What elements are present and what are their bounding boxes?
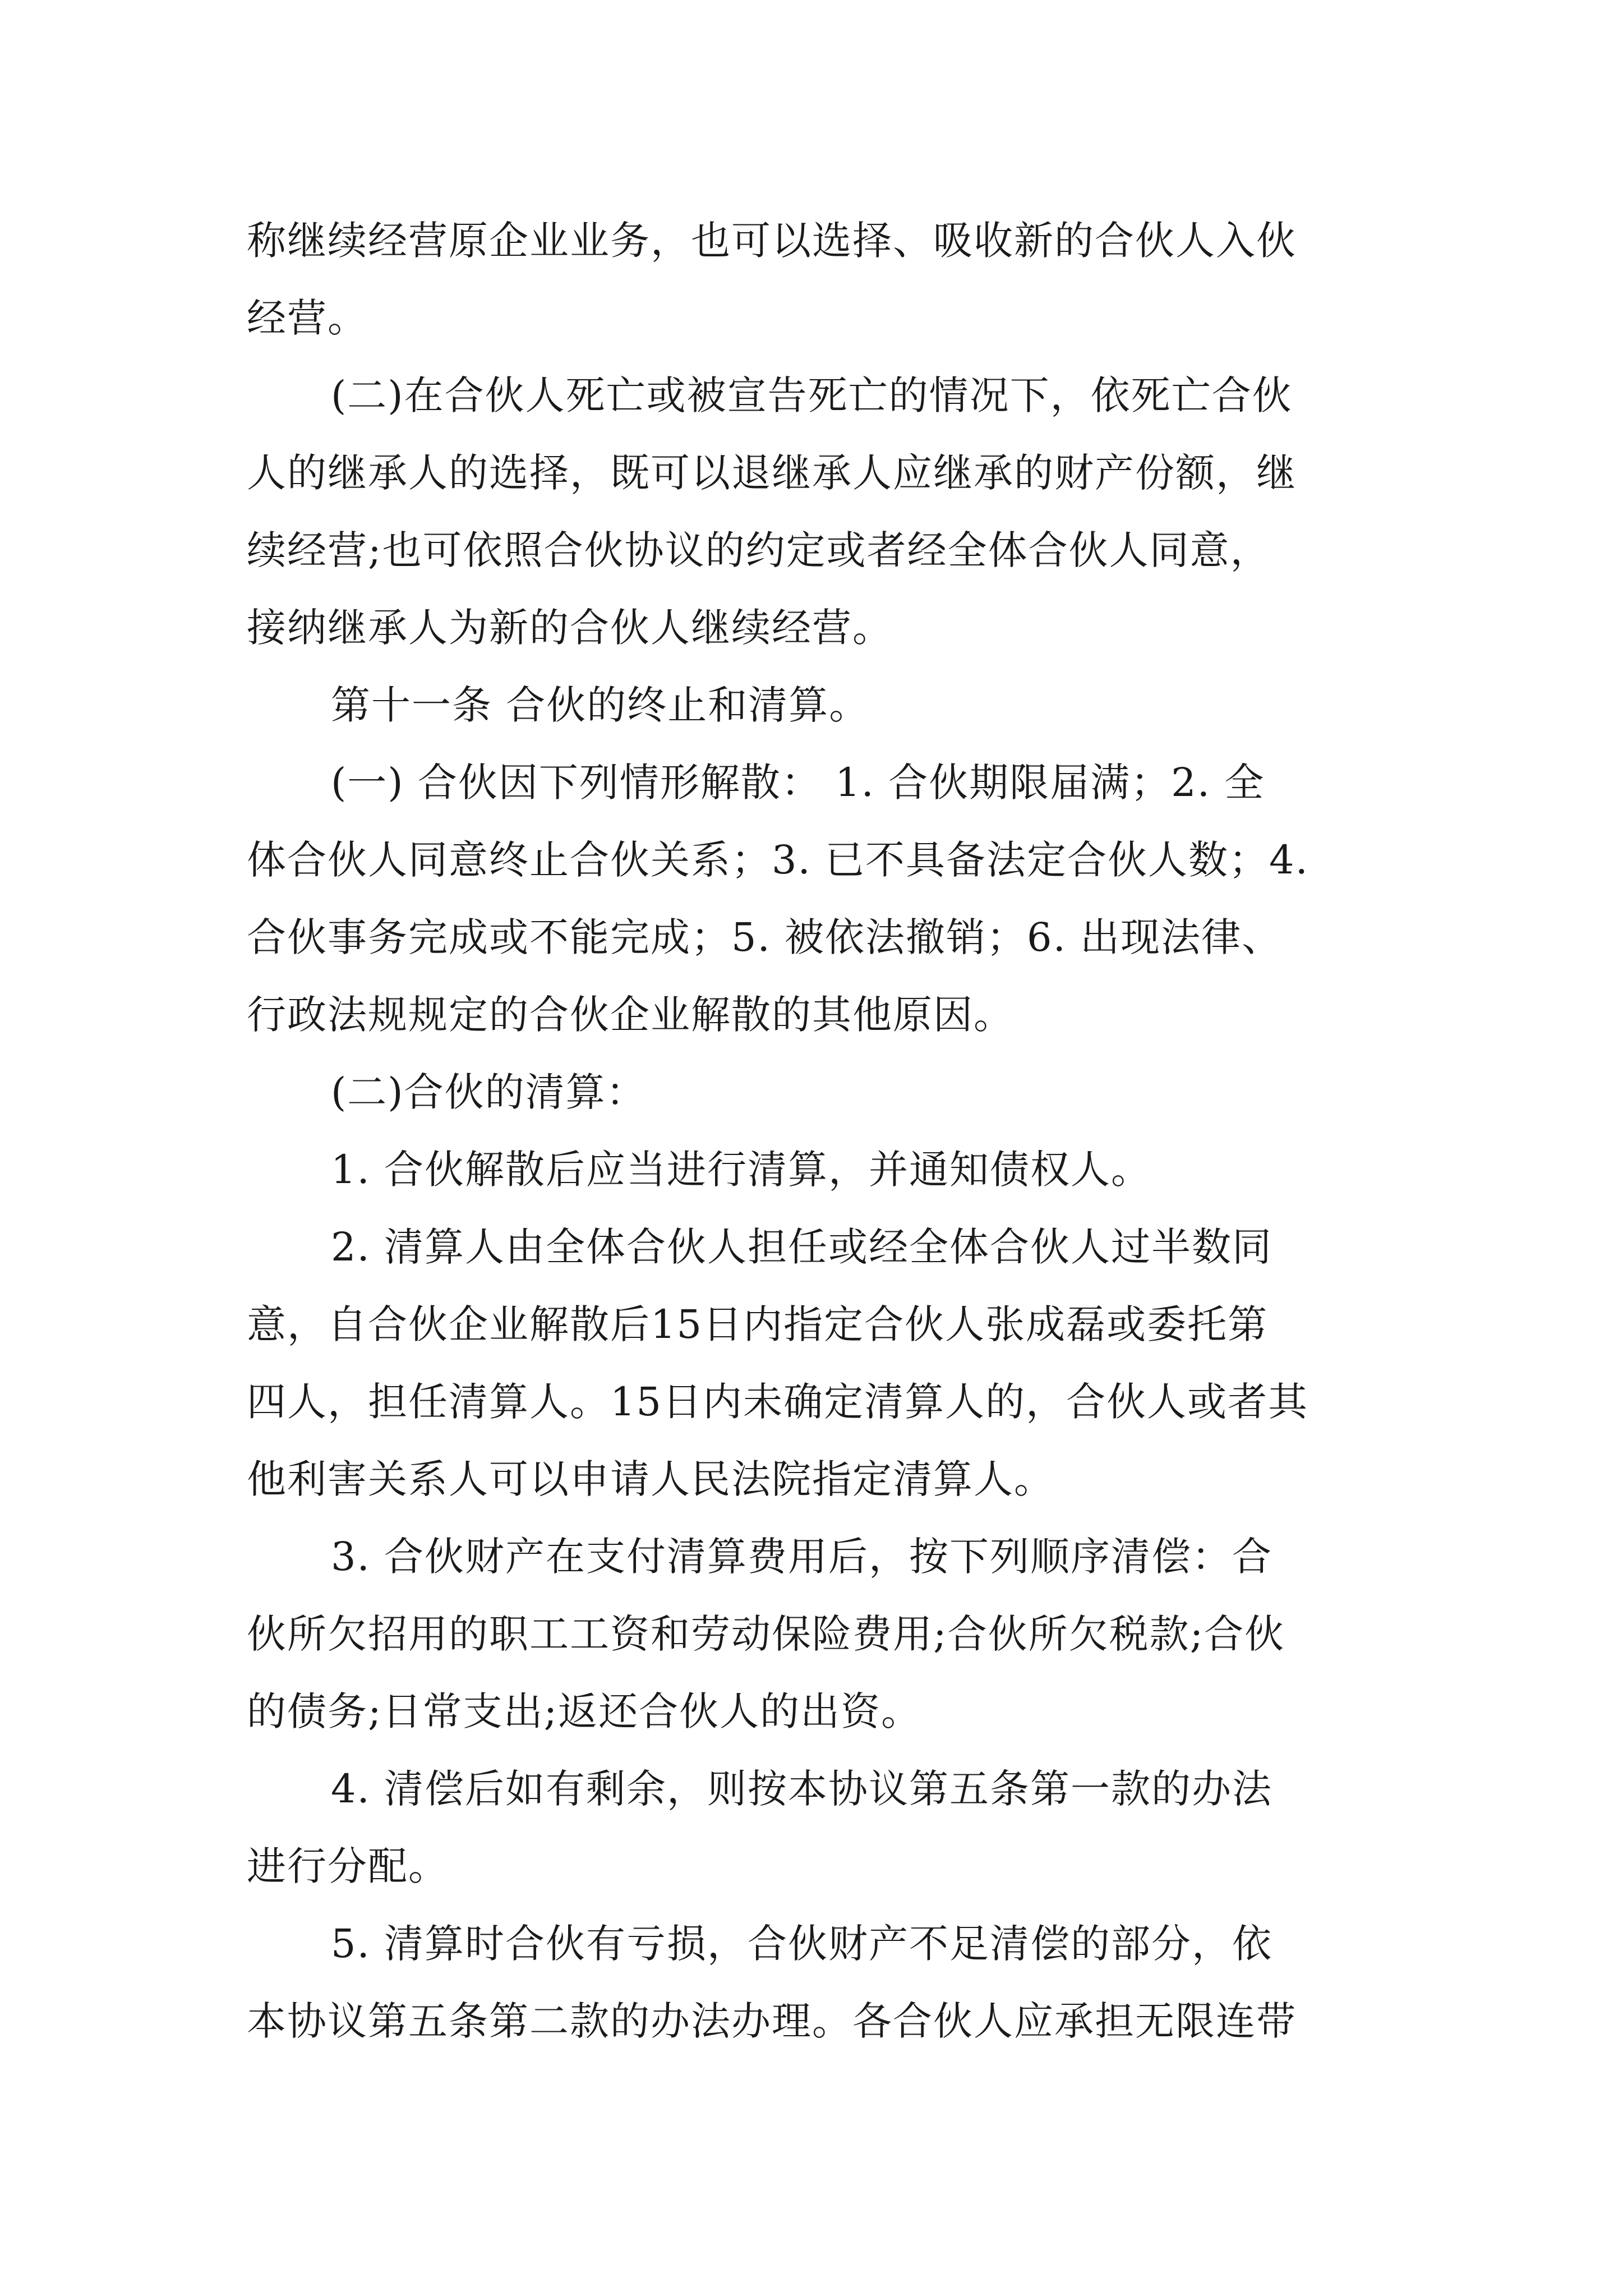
text-line: 2. 清算人由全体合伙人担任或经全体合伙人过半数同 — [331, 1224, 1273, 1270]
text-line: 接纳继承人为新的合伙人继续经营。 — [247, 605, 893, 651]
text-line: 体合伙人同意终止合伙关系；3. 已不具备法定合伙人数；4. — [247, 837, 1309, 883]
text-line: 的债务;日常支出;返还合伙人的出资。 — [247, 1688, 922, 1734]
text-line: 意，自合伙企业解散后15日内指定合伙人张成磊或委托第 — [247, 1301, 1269, 1347]
text-line: 合伙事务完成或不能完成；5. 被依法撤销；6. 出现法律、 — [247, 914, 1283, 960]
text-line: (二)在合伙人死亡或被宣告死亡的情况下，依死亡合伙 — [331, 372, 1293, 418]
text-line: 1. 合伙解散后应当进行清算，并通知债权人。 — [331, 1147, 1152, 1193]
text-line: 经营。 — [247, 295, 368, 341]
text-line: 5. 清算时合伙有亏损，合伙财产不足清偿的部分，依 — [331, 1921, 1273, 1967]
text-line: 称继续经营原企业业务，也可以选择、吸收新的合伙人入伙 — [247, 218, 1297, 264]
text-line: 伙所欠招用的职工工资和劳动保险费用;合伙所欠税款;合伙 — [247, 1611, 1285, 1657]
text-line: (二)合伙的清算： — [331, 1069, 647, 1115]
text-line: 续经营;也可依照合伙协议的约定或者经全体合伙人同意， — [247, 527, 1271, 573]
text-line: 四人，担任清算人。15日内未确定清算人的，合伙人或者其 — [247, 1379, 1309, 1425]
text-line: 他利害关系人可以申请人民法院指定清算人。 — [247, 1456, 1054, 1502]
text-line: 行政法规规定的合伙企业解散的其他原因。 — [247, 992, 1014, 1038]
document-body — [247, 202, 1380, 2060]
text-line: 本协议第五条第二款的办法办理。各合伙人应承担无限连带 — [247, 1998, 1297, 2044]
text-line: 人的继承人的选择，既可以退继承人应继承的财产份额，继 — [247, 450, 1297, 496]
text-line: (一) 合伙因下列情形解散： 1. 合伙期限届满；2. 全 — [331, 760, 1265, 806]
text-line: 第十一条 合伙的终止和清算。 — [331, 682, 870, 728]
text-line: 3. 合伙财产在支付清算费用后，按下列顺序清偿：合 — [331, 1534, 1273, 1580]
text-line: 4. 清偿后如有剩余，则按本协议第五条第一款的办法 — [331, 1766, 1273, 1812]
text-line: 进行分配。 — [247, 1843, 449, 1889]
